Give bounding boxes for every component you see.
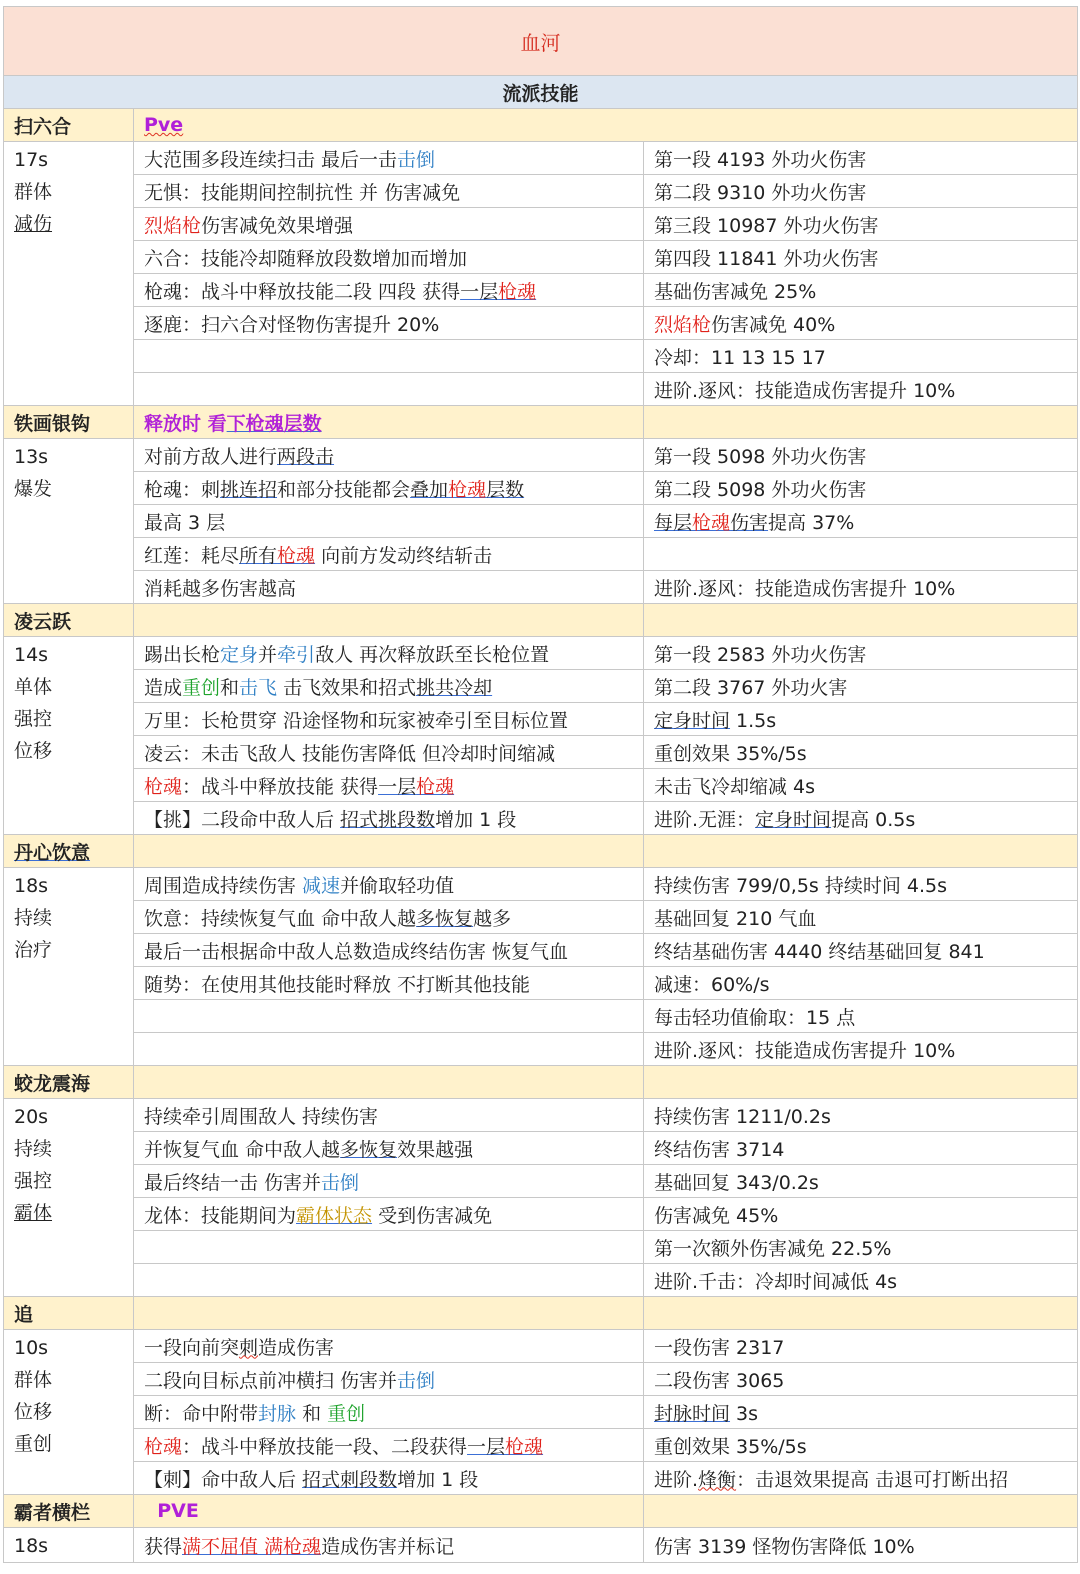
skill-desc: 六合：技能冷却随释放段数增加而增加: [134, 241, 644, 274]
desc-text: 伤害减免效果增强: [201, 214, 354, 237]
cooldown-tag: 18s: [14, 875, 49, 897]
skill-desc: [134, 1165, 644, 1198]
skill-tags: [4, 637, 134, 835]
skill-name: [4, 835, 134, 868]
desc-highlight: 层数: [486, 478, 525, 501]
skill-desc-empty: [134, 373, 644, 406]
skill-stat: [644, 1396, 1078, 1429]
cooldown-tag: 10s: [14, 1337, 49, 1359]
desc-highlight: 击倒: [397, 1369, 436, 1392]
skill-stat: 进阶.千击：冷却时间减低 4s: [644, 1264, 1078, 1297]
desc-highlight: 两段击: [277, 445, 335, 468]
type-tag: 单体: [14, 676, 53, 698]
skill-desc: [134, 868, 644, 901]
skill-desc: [134, 901, 644, 934]
cooldown-tag: 20s: [14, 1106, 49, 1128]
stat-text: 3s: [730, 1402, 759, 1425]
skill-desc: [134, 1396, 644, 1429]
desc-highlight: 叠加: [410, 478, 449, 501]
skill-desc: [134, 1462, 644, 1495]
desc-highlight: 招式挑段数: [340, 808, 436, 831]
skill-header-empty: [644, 835, 1078, 868]
desc-highlight: 挑共冷却: [416, 676, 493, 699]
type-tag: 减伤: [14, 213, 53, 235]
skill-tags: [4, 868, 134, 1066]
skill-stat: 第一段 4193 外功火伤害: [644, 142, 1078, 175]
page-title: 血河: [4, 7, 1078, 76]
section-subtitle: 流派技能: [4, 76, 1078, 109]
skill-name: 追: [4, 1297, 134, 1330]
skill-desc: 凌云：未击飞敌人 技能伤害降低 但冷却时间缩减: [134, 736, 644, 769]
desc-text: 周围造成持续伤害: [144, 874, 303, 897]
skill-header-note: [134, 406, 644, 439]
skill-stat: 二段伤害 3065: [644, 1363, 1078, 1396]
desc-highlight: 挑连招: [220, 478, 278, 501]
desc-text: 获得: [144, 1535, 183, 1558]
skill-desc: [134, 208, 644, 241]
desc-text: 断：命中附带: [144, 1402, 259, 1425]
desc-text: 龙体：技能期间为: [144, 1204, 297, 1227]
type-tag: 霸体: [14, 1202, 53, 1224]
skill-stat: [644, 703, 1078, 736]
desc-text: 受到伤害减免: [372, 1204, 493, 1227]
skill-row: [4, 142, 1078, 175]
desc-highlight: 牵引: [277, 643, 316, 666]
skill-stat: 持续伤害 1211/0.2s: [644, 1099, 1078, 1132]
skill-desc: [134, 637, 644, 670]
desc-highlight: 减速: [302, 874, 341, 897]
desc-text: 大范围多段连续扫击 最后一击: [144, 148, 398, 171]
skill-desc: 最高 3 层: [134, 505, 644, 538]
header-note-text: PVE: [157, 1500, 199, 1522]
skill-header-row: [4, 1495, 1078, 1528]
skill-stat: 重创效果 35%/5s: [644, 1429, 1078, 1462]
desc-highlight: 重创: [182, 676, 221, 699]
type-tag: 群体: [14, 1369, 53, 1391]
desc-text: 【挑】二段命中敌人后: [144, 808, 341, 831]
skill-stat: 基础回复 343/0.2s: [644, 1165, 1078, 1198]
skill-desc: [134, 802, 644, 835]
desc-text: 敌人 再次释放跃至长枪位置: [315, 643, 550, 666]
skill-header-empty: [134, 1066, 644, 1099]
skill-tags: [4, 1099, 134, 1297]
cooldown-tag: 14s: [14, 644, 49, 666]
stat-highlight: 定身时间: [654, 709, 731, 732]
desc-highlight: 枪魂: [144, 1435, 183, 1458]
desc-text: 并恢复气血 命中敌人越: [144, 1138, 341, 1161]
skill-desc-empty: [134, 1033, 644, 1066]
desc-text: 和: [220, 676, 240, 699]
stat-highlight: 烽衡: [698, 1468, 737, 1491]
desc-highlight: 霸体状态: [296, 1204, 373, 1227]
type-tag: 持续: [14, 1138, 53, 1160]
skill-desc: [134, 439, 644, 472]
desc-text: 二段向目标点前冲横扫 伤害并: [144, 1369, 398, 1392]
skill-name: 霸者横栏: [4, 1495, 134, 1528]
desc-text: ：战斗中释放技能一段、二段获得: [182, 1435, 468, 1458]
desc-highlight: 所有: [239, 544, 278, 567]
skill-stat: 进阶.逐风：技能造成伤害提升 10%: [644, 373, 1078, 406]
skill-desc: 逐鹿：扫六合对怪物伤害提升 20%: [134, 307, 644, 340]
type-tag: 持续: [14, 907, 53, 929]
skill-header-empty: [644, 604, 1078, 637]
desc-highlight: 招式刺段数: [302, 1468, 398, 1491]
skill-header-row: [4, 1066, 1078, 1099]
skill-desc: 无惧：技能期间控制抗性 并 伤害减免: [134, 175, 644, 208]
skill-stat: 进阶.逐风：技能造成伤害提升 10%: [644, 1033, 1078, 1066]
skill-header-row: [4, 406, 1078, 439]
skill-desc: [134, 274, 644, 307]
skill-name: 凌云跃: [4, 604, 134, 637]
desc-text: 踢出长枪: [144, 643, 221, 666]
desc-text: 最后终结一击 伤害并: [144, 1171, 322, 1194]
skill-stat: [644, 1462, 1078, 1495]
skill-header-note: [134, 109, 1078, 142]
cooldown-tag: 17s: [14, 149, 49, 171]
skill-stat: [644, 505, 1078, 538]
skill-stat: [644, 802, 1078, 835]
desc-text: 枪魂：战斗中释放技能二段 四段 获得: [144, 280, 461, 303]
desc-text: 增加 1 段: [397, 1468, 479, 1491]
skill-desc-empty: [134, 1000, 644, 1033]
skill-stat: 每击轻功值偷取：15 点: [644, 1000, 1078, 1033]
skill-stat: 终结基础伤害 4440 终结基础回复 841: [644, 934, 1078, 967]
skill-table: [3, 6, 1078, 1563]
stat-text: 进阶.无涯：: [654, 808, 756, 831]
desc-highlight: 烈焰枪: [144, 214, 202, 237]
stat-text: ：击退效果提高 击退可打断出招: [736, 1468, 1009, 1491]
skill-desc: [134, 1198, 644, 1231]
skill-desc: [134, 538, 644, 571]
skill-desc-empty: [134, 1231, 644, 1264]
skill-stat: 未击飞冷却缩减 4s: [644, 769, 1078, 802]
skill-header-note: [134, 1495, 644, 1528]
skill-stat: 第二段 9310 外功火伤害: [644, 175, 1078, 208]
skill-desc: [134, 769, 644, 802]
desc-text: 【刺】命中敌人后: [144, 1468, 303, 1491]
type-tag: 重创: [14, 1433, 53, 1455]
skill-desc-empty: [134, 340, 644, 373]
skill-header-row: [4, 604, 1078, 637]
skill-desc-empty: [134, 1264, 644, 1297]
header-note-text: 下枪魂层数: [226, 412, 322, 435]
skill-stat: 基础回复 210 气血: [644, 901, 1078, 934]
desc-text: 一段向前突: [144, 1336, 240, 1359]
stat-highlight: 枪魂: [692, 511, 731, 534]
stat-text: 提高 0.5s: [831, 808, 916, 831]
skill-stat: 基础伤害减免 25%: [644, 274, 1078, 307]
skill-stat: 伤害减免 45%: [644, 1198, 1078, 1231]
desc-highlight: 枪魂: [277, 544, 316, 567]
skill-name: 铁画银钩: [4, 406, 134, 439]
skill-tags: [4, 1330, 134, 1495]
skill-desc: 最后一击根据命中敌人总数造成终结伤害 恢复气血: [134, 934, 644, 967]
desc-highlight: 一层: [378, 775, 417, 798]
desc-highlight: 击飞: [239, 676, 278, 699]
desc-highlight: 枪魂: [448, 478, 487, 501]
desc-text: 红莲：耗尽: [144, 544, 240, 567]
desc-text: 效果越强: [397, 1138, 474, 1161]
desc-highlight: 一层: [460, 280, 499, 303]
skill-header-empty: [644, 1495, 1078, 1528]
type-tag: 治疗: [14, 939, 53, 961]
skill-stat: 第一段 2583 外功火伤害: [644, 637, 1078, 670]
skill-tags: [4, 439, 134, 604]
skill-header-empty: [134, 835, 644, 868]
stat-text: 1.5s: [730, 709, 777, 732]
skill-stat: 第一段 5098 外功火伤害: [644, 439, 1078, 472]
skill-stat: 伤害 3139 怪物伤害降低 10%: [644, 1528, 1078, 1563]
skill-desc: [134, 670, 644, 703]
skill-stat-empty: [644, 538, 1078, 571]
skill-header-row: [4, 1297, 1078, 1330]
skill-header-empty: [134, 1297, 644, 1330]
skill-desc: 消耗越多伤害越高: [134, 571, 644, 604]
stat-highlight: 封脉时间: [654, 1402, 731, 1425]
desc-highlight: 定身: [220, 643, 259, 666]
cooldown-tag: 13s: [14, 446, 49, 468]
skill-name-text: 丹心饮意: [14, 841, 91, 864]
skill-desc: [134, 142, 644, 175]
desc-highlight: 多恢复: [340, 1138, 398, 1161]
desc-highlight: 枪魂: [505, 1435, 544, 1458]
skill-desc: [134, 1132, 644, 1165]
desc-text: 造成: [144, 676, 183, 699]
desc-highlight: 击倒: [321, 1171, 360, 1194]
desc-text: 越多: [473, 907, 512, 930]
skill-stat: 第四段 11841 外功火伤害: [644, 241, 1078, 274]
desc-text: 和部分技能都会: [277, 478, 411, 501]
type-tag: 位移: [14, 740, 53, 762]
skill-stat: 第三段 10987 外功火伤害: [644, 208, 1078, 241]
stat-text: 进阶.: [654, 1468, 699, 1491]
skill-name: 蛟龙震海: [4, 1066, 134, 1099]
desc-text: 对前方敌人进行: [144, 445, 278, 468]
desc-text: 并偷取轻功值: [340, 874, 455, 897]
desc-text: 并: [258, 643, 278, 666]
stat-highlight: 每层: [654, 511, 693, 534]
skill-stat: 第二段 3767 外功火害: [644, 670, 1078, 703]
skill-desc: [134, 1528, 644, 1563]
skill-header-row: [4, 109, 1078, 142]
type-tag: 强控: [14, 708, 53, 730]
skill-stat: 第二段 5098 外功火伤害: [644, 472, 1078, 505]
desc-text: 饮意：持续恢复气血 命中敌人越: [144, 907, 417, 930]
stat-highlight: 烈焰枪: [654, 313, 712, 336]
type-tag: 爆发: [14, 478, 53, 500]
desc-highlight: 一层: [467, 1435, 506, 1458]
type-tag: 强控: [14, 1170, 53, 1192]
desc-highlight: 击倒: [397, 148, 436, 171]
desc-text: 造成伤害并标记: [321, 1535, 455, 1558]
desc-text: 造成伤害: [258, 1336, 335, 1359]
desc-highlight: 重创: [327, 1402, 366, 1425]
desc-text: 向前方发动终结斩击: [315, 544, 493, 567]
cooldown-tag: 18s: [14, 1535, 49, 1557]
skill-header-empty: [644, 1297, 1078, 1330]
skill-header-empty: [644, 406, 1078, 439]
skill-header-empty: [134, 604, 644, 637]
header-note-text: 释放时 看: [144, 412, 227, 435]
stat-text: 提高 37%: [768, 511, 855, 534]
skill-stat: 进阶.逐风：技能造成伤害提升 10%: [644, 571, 1078, 604]
desc-text: 击飞效果和招式: [277, 676, 417, 699]
stat-highlight: 定身时间: [755, 808, 832, 831]
skill-name: 扫六合: [4, 109, 134, 142]
skill-stat: [644, 307, 1078, 340]
skill-desc: [134, 1363, 644, 1396]
stat-text: 伤害减免 40%: [711, 313, 836, 336]
skill-stat: 冷却：11 13 15 17: [644, 340, 1078, 373]
desc-highlight: 枪魂: [416, 775, 455, 798]
stat-highlight: 伤害: [730, 511, 769, 534]
skill-desc: [134, 472, 644, 505]
skill-header-row: [4, 835, 1078, 868]
desc-text: ：战斗中释放技能 获得: [182, 775, 379, 798]
desc-highlight: 多恢复: [416, 907, 474, 930]
skill-desc: [134, 1429, 644, 1462]
skill-tags: [4, 142, 134, 406]
skill-stat: 终结伤害 3714: [644, 1132, 1078, 1165]
desc-highlight: 枪魂: [144, 775, 183, 798]
desc-text: 增加 1 段: [435, 808, 517, 831]
skill-stat: 重创效果 35%/5s: [644, 736, 1078, 769]
skill-desc: 万里：长枪贯穿 沿途怪物和玩家被牵引至目标位置: [134, 703, 644, 736]
desc-highlight: 枪魂: [498, 280, 537, 303]
skill-desc: [134, 1330, 644, 1363]
skill-desc: 随势：在使用其他技能时释放 不打断其他技能: [134, 967, 644, 1000]
desc-highlight: 刺: [239, 1336, 259, 1359]
type-tag: 位移: [14, 1401, 53, 1423]
desc-highlight: 封脉: [258, 1402, 297, 1425]
desc-text: 和: [296, 1402, 328, 1425]
desc-text: 枪魂：刺: [144, 478, 221, 501]
skill-stat: 持续伤害 799/0,5s 持续时间 4.5s: [644, 868, 1078, 901]
skill-desc: 持续牵引周围敌人 持续伤害: [134, 1099, 644, 1132]
skill-stat: 减速：60%/s: [644, 967, 1078, 1000]
skill-stat: 一段伤害 2317: [644, 1330, 1078, 1363]
desc-highlight: 满不屈值 满枪魂: [182, 1535, 322, 1558]
type-tag: 群体: [14, 181, 53, 203]
header-note-text: Pve: [144, 114, 184, 136]
skill-header-empty: [644, 1066, 1078, 1099]
skill-stat: 第一次额外伤害减免 22.5%: [644, 1231, 1078, 1264]
skill-tags: [4, 1528, 134, 1563]
